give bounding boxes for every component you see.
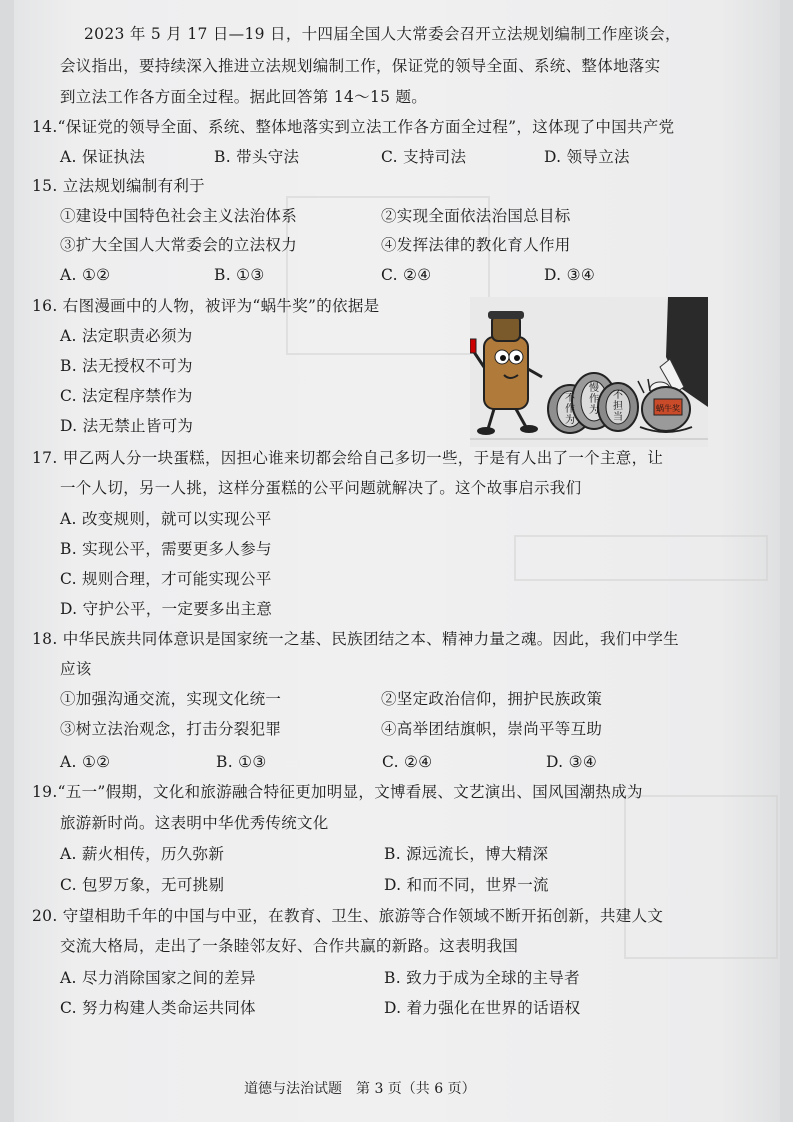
q19-option-b: B. 源远流长，博大精深	[384, 845, 549, 863]
q17-option-b: B. 实现公平，需要更多人参与	[60, 540, 272, 558]
q18-stem-line-1: 18. 中华民族共同体意识是国家统一之基、民族团结之本、精神力量之魂。因此，我们中学生	[32, 630, 679, 648]
shell3-char-3: 当	[613, 412, 623, 423]
intro-line-3: 到立法工作各方面全过程。据此回答第 14～15 题。	[60, 88, 428, 106]
page-footer: 道德与法治试题 第 3 页（共 6 页）	[244, 1081, 476, 1097]
q15-statement-1: ①建设中国特色社会主义法治体系	[60, 207, 298, 225]
q18-statement-4: ④高举团结旗帜，崇尚平等互助	[381, 720, 603, 738]
shell1-char-3: 为	[565, 415, 575, 426]
q15-statement-3: ③扩大全国人大常委会的立法权力	[60, 236, 298, 254]
q18-statement-1: ①加强沟通交流，实现文化统一	[60, 690, 282, 708]
q16-option-b: B. 法无授权不可为	[60, 357, 193, 375]
q18-statement-2: ②坚定政治信仰，拥护民族政策	[381, 690, 603, 708]
q17-stem-line-2: 一个人切，另一人挑，这样分蛋糕的公平问题就解决了。这个故事启示我们	[60, 479, 582, 497]
intro-line-2: 会议指出，要持续深入推进立法规划编制工作，保证党的领导全面、系统、整体地落实	[60, 57, 661, 75]
q16-stem: 16. 右图漫画中的人物，被评为“蜗牛奖”的依据是	[32, 297, 380, 315]
q19-stem-line-1: 19.“五一”假期，文化和旅游融合特征更加明显，文博看展、文艺演出、国风国潮热成为	[32, 783, 643, 801]
snail-badge-label: 蜗牛奖	[656, 404, 680, 413]
q14-option-a: A. 保证执法	[60, 148, 146, 166]
shell3-char-1: 不	[613, 390, 623, 401]
q15-statement-2: ②实现全面依法治国总目标	[381, 207, 571, 225]
q19-stem-line-2: 旅游新时尚。这表明中华优秀传统文化	[60, 814, 329, 832]
q18-option-a: A. ①②	[60, 753, 111, 771]
shell2-char-3: 为	[589, 405, 599, 416]
intro-line-1: 2023 年 5 月 17 日—19 日，十四届全国人大常委会召开立法规划编制工作座谈会，	[84, 25, 681, 43]
cartoon-drawing	[470, 297, 708, 447]
q18-option-b: B. ①③	[216, 753, 267, 771]
q20-option-c: C. 努力构建人类命运共同体	[60, 999, 256, 1017]
q20-option-a: A. 尽力消除国家之间的差异	[60, 969, 256, 987]
q18-stem-line-2: 应该	[60, 660, 92, 678]
q20-stem-line-2: 交流大格局，走出了一条睦邻友好、合作共赢的新路。这表明我国	[60, 937, 519, 955]
snail-award-cartoon	[470, 297, 708, 447]
q17-option-a: A. 改变规则，就可以实现公平	[60, 510, 272, 528]
q20-stem-line-1: 20. 守望相助千年的中国与中亚，在教育、卫生、旅游等合作领域不断开拓创新，共建人文	[32, 907, 664, 925]
shell3-char-2: 担	[613, 401, 623, 412]
q17-option-d: D. 守护公平，一定要多出主意	[60, 600, 273, 618]
bleed-through-box	[624, 795, 778, 959]
q14-stem: 14.“保证党的领导全面、系统、整体地落实到立法工作各方面全过程”，这体现了中国共产党	[32, 118, 675, 136]
q15-option-a: A. ①②	[60, 266, 111, 284]
q15-stem: 15. 立法规划编制有利于	[32, 177, 205, 195]
q20-option-d: D. 着力强化在世界的话语权	[384, 999, 581, 1017]
q18-statement-3: ③树立法治观念，打击分裂犯罪	[60, 720, 282, 738]
q15-statement-4: ④发挥法律的教化育人作用	[381, 236, 571, 254]
q19-option-d: D. 和而不同，世界一流	[384, 876, 549, 894]
q17-option-c: C. 规则合理，才可能实现公平	[60, 570, 272, 588]
q19-option-c: C. 包罗万象，无可挑剔	[60, 876, 225, 894]
q15-option-b: B. ①③	[214, 266, 265, 284]
shell2-char-2: 作	[589, 394, 599, 405]
shell2-char-1: 慢	[589, 383, 599, 394]
q19-option-a: A. 薪火相传，历久弥新	[60, 845, 225, 863]
q14-option-c: C. 支持司法	[381, 148, 467, 166]
q16-option-c: C. 法定程序禁作为	[60, 387, 193, 405]
bleed-through-box	[514, 535, 768, 581]
q14-option-d: D. 领导立法	[544, 148, 630, 166]
q17-stem-line-1: 17. 甲乙两人分一块蛋糕，因担心谁来切都会给自己多切一些，于是有人出了一个主意，让	[32, 449, 664, 467]
q14-option-b: B. 带头守法	[214, 148, 300, 166]
q20-option-b: B. 致力于成为全球的主导者	[384, 969, 580, 987]
shell1-char-1: 不	[565, 393, 575, 404]
q16-option-a: A. 法定职责必须为	[60, 327, 193, 345]
q18-option-c: C. ②④	[382, 753, 433, 771]
q15-option-d: D. ③④	[544, 266, 596, 284]
q16-option-d: D. 法无禁止皆可为	[60, 417, 194, 435]
exam-page	[14, 0, 780, 1122]
q15-option-c: C. ②④	[381, 266, 432, 284]
shell1-char-2: 作	[565, 404, 575, 415]
q18-option-d: D. ③④	[546, 753, 598, 771]
